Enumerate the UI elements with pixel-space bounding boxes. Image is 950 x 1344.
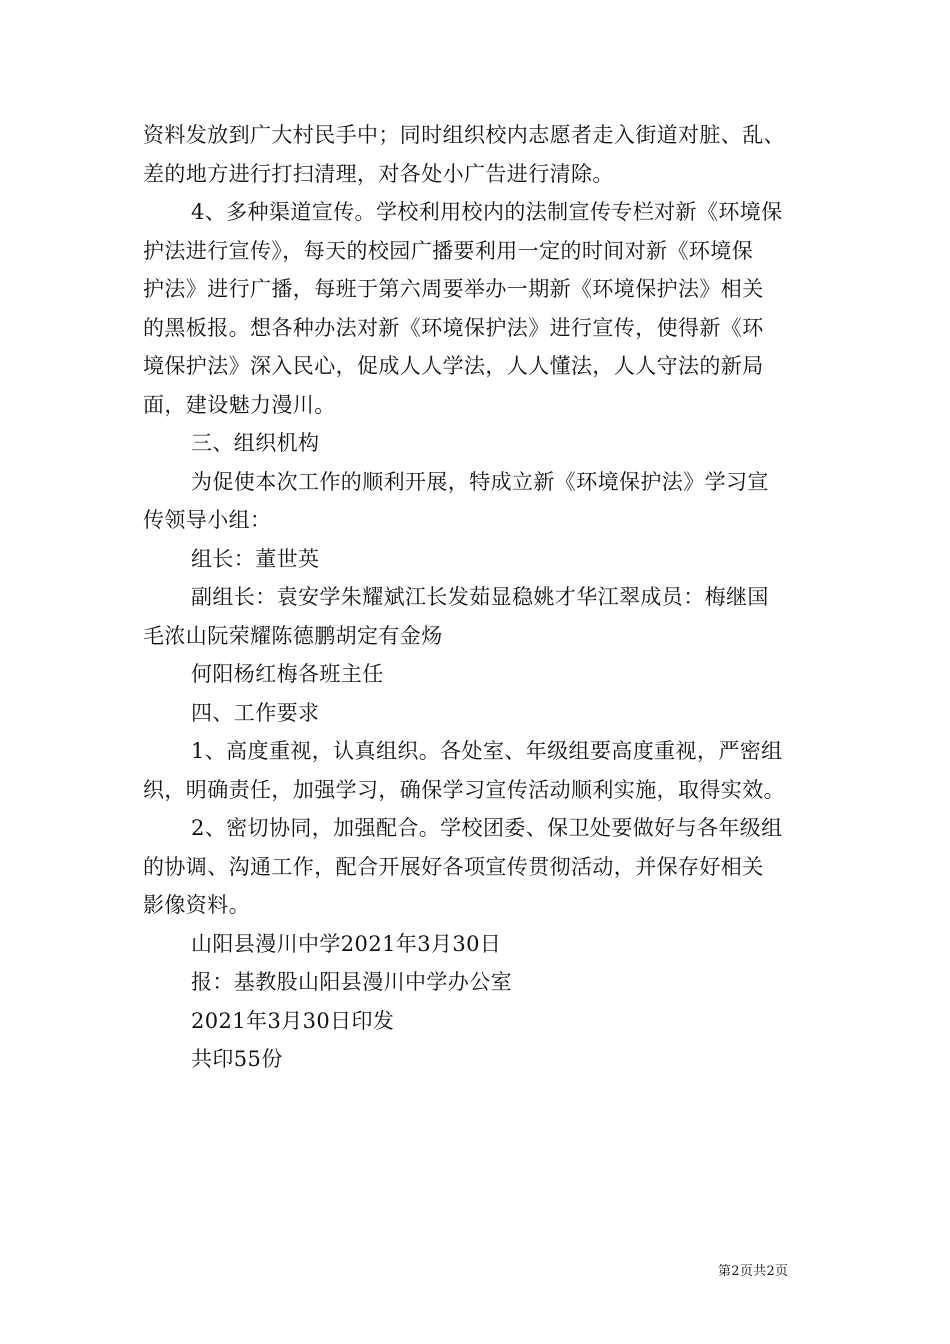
text-line: 护法进行宣传》，每天的校园广播要利用一定的时间对新《环境保 xyxy=(143,238,754,263)
issue-date-line: 2021年3月30日印发 xyxy=(191,1008,395,1033)
text-line: 护法》进行广播，每班于第六周要举办一期新《环境保护法》相关 xyxy=(143,277,764,301)
text-line: 面，建设魅力漫川。 xyxy=(143,392,336,417)
text-line: 副组长：袁安学朱耀斌江长发茹显稳姚才华江翠成员：梅继国 xyxy=(191,585,769,609)
section-heading: 三、组织机构 xyxy=(191,431,320,455)
text-line: 何阳杨红梅各班主任 xyxy=(191,662,384,686)
text-line: 毛浓山阮荣耀陈德鹏胡定有金炀 xyxy=(143,623,443,648)
report-line: 报：基教股山阳县漫川中学办公室 xyxy=(191,970,512,994)
text-line: 织，明确责任，加强学习，确保学习宣传活动顺利实施，取得实效。 xyxy=(143,777,785,802)
text-line: 2、密切协同，加强配合。学校团委、保卫处要做好与各年级组 xyxy=(191,816,783,840)
text-line: 资料发放到广大村民手中；同时组织校内志愿者走入街道对脏、乱、 xyxy=(143,123,785,147)
text-line: 组长：董世英 xyxy=(191,546,320,571)
text-line: 1、高度重视，认真组织。各处室、年级组要高度重视，严密组 xyxy=(191,739,783,763)
text-line: 的协调、沟通工作，配合开展好各项宣传贯彻活动，并保存好相关 xyxy=(143,854,764,879)
page-number: 第2页共2页 xyxy=(718,1264,789,1279)
text-line: 影像资料。 xyxy=(143,893,250,917)
document-body xyxy=(143,116,813,1079)
text-line: 的黑板报。想各种办法对新《环境保护法》进行宣传，使得新《环 xyxy=(143,315,764,340)
section-heading: 四、工作要求 xyxy=(191,700,320,725)
text-line: 为促使本次工作的顺利开展，特成立新《环境保护法》学习宣 xyxy=(191,469,769,494)
signature-line: 山阳县漫川中学2021年3月30日 xyxy=(191,931,502,956)
text-line: 境保护法》深入民心，促成人人学法，人人懂法，人人守法的新局 xyxy=(143,354,764,378)
text-line: 4、多种渠道宣传。学校利用校内的法制宣传专栏对新《环境保 xyxy=(191,200,783,224)
copies-line: 共印55份 xyxy=(191,1047,283,1071)
text-line: 传领导小组： xyxy=(143,508,272,532)
text-line: 差的地方进行打扫清理，对各处小广告进行清除。 xyxy=(143,161,614,186)
